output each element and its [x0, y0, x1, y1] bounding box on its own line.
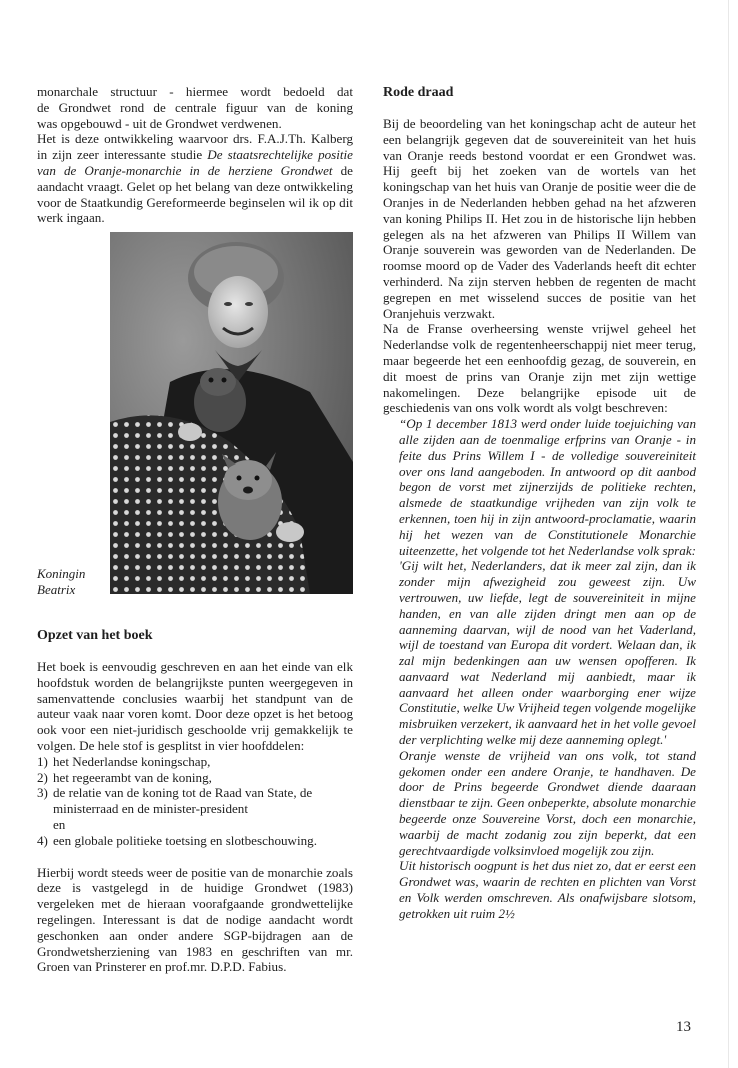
list-item: [37, 754, 353, 770]
left-column: [37, 84, 353, 226]
list-item: [37, 833, 353, 849]
franse-overheersing-paragraph: Na de Franse overheersing wenste vrijwel geheel het Nederlandse volk de regentenheerschappij niet meer terug, maar begeerde het een eenhoofdig gezag, de souverein, en dit moest de prins van Oranje zijn met zijn wettige nakomelingen. Deze belangrijke episode uit de geschiedenis van ons volk wordt als volgt beschreven:: [383, 321, 696, 416]
section-heading: Opzet van het boek: [37, 628, 153, 643]
list-number: 2): [37, 769, 48, 785]
intro-line: was opgebouwd - uit de Grondwet verdwenen.: [37, 115, 282, 131]
kalberg-text-b: de aandacht vraagt. Gelet op het belang van deze ontwikkeling voor de Staatkundig Gereformeerde beginselen wil ik op dit werk ingaan.: [37, 162, 353, 226]
rode-draad-paragraph: Bij de beoordeling van het koningschap acht de auteur het een belangrijk gegeven dat de souvereiniteit van het huis van Oranje reeds bestond voordat er een Grondwet was. Hij geeft bij het zoeken van de wortels van het koningschap van het huis van Oranje de positie weer die de Oranjes in de Nederlanden hebben gehad na het afzweren van koning Philips II. Het zou in de historische lijn hebben gelegen als na het afzweren van Philips II Willem van Oranje souverein was geworden van de Nederlanden. De roomse moord op de Vader des Vaderlands heeft dit echter verhinderd. Na zijn sterven hebben de regenten de macht gegrepen en met wisselend succes de positie van het Oranjehuis verzwakt.: [383, 116, 696, 321]
list-text: het regeerambt van de koning,: [53, 769, 212, 785]
kalberg-paragraph: [37, 131, 353, 226]
list-connector: en: [53, 816, 66, 832]
photo-caption: [37, 566, 107, 598]
list-item: [37, 785, 353, 817]
quote-paragraph: “Op 1 december 1813 werd onder luide toejuiching van alle zijden aan de toenmalige erfprins van Oranje - in feite dus Prins Willem I - de volledige souvereiniteit over ons land aangeboden. In antwoord op dit aanbod begon de vorst met zijnerzijds de politieke rechten, alsmede de staatkundige vrijheden van zijn volk te erkennen, toen hij in zijn antwoord-proclamatie, waarin hij het wezen van de Constitutionele Monarchie uiteenzette, het volgende tot het Nederlandse volk sprak: 'Gij wilt het, Nederlanders, dat ik meer zal zijn, dan ik zonder mijn afwezigheid zou geweest zijn. Uw vertrouwen, uw liefde, legt de souvereiniteit in mijne handen, en van alle zijden dringt men aan op de aanneming daarvan, wijl de nood van het Vaderland, wijl de toestand van Europa dit vordert. Welaan dan, ik zal mijn bedenkingen aan uw wensen opofferen. Ik aanvaard wat Nederland mij aanbiedt, maar ik aanvaard het alleen onder waarborging ener wijze Constitutie, welke Uw Vrijheid tegen volgende mogelijke misbruiken verzekert, ik aanvaard het in het volle gevoel der verplichting welke mij deze aanneming oplegt.': [399, 416, 696, 748]
list-text: het Nederlandse koningschap,: [53, 753, 211, 769]
list-text: een globale politieke toetsing en slotbeschouwing.: [53, 832, 317, 848]
list-item: [37, 770, 353, 786]
caption-line: Koningin: [37, 566, 86, 581]
hierbij-paragraph: Hierbij wordt steeds weer de positie van de monarchie zoals deze is vastgelegd in de huidige Grondwet (1983) vergeleken met de hieraan voorafgaande grondwettelijke regelingen. Interessant is dat de nodige aandacht wordt geschonken aan onder andere SGP-bijdragen aan de Grondwetsherziening van 1983 en geschriften van mr. Groen van Prinsterer en prof.mr. D.P.D. Fabius.: [37, 864, 353, 975]
quote-paragraph: Oranje wenste de vrijheid van ons volk, tot stand gekomen onder een andere Oranje, te handhaven. De door de Prins begeerde Grondwet diende daaraan dienstbaar te zijn. Geen onbeperkte, absolute monarchie begeerde onze Souvereine Vorst, doch een monarchie, waarbij de macht zodanig zou zijn beperkt, dat een gerechtvaardigde volksinvloed mogelijk zou zijn.: [399, 747, 696, 858]
opzet-paragraph: Het boek is eenvoudig geschreven en aan het einde van elk hoofdstuk worden de belangrijkste punten weergegeven in samenvattende conclusies waarbij het standpunt van de auteur vaak naar voren komt. Door deze opzet is het betoog ook voor een niet-juridisch geschoolde vrij gemakkelijk te volgen. De hele stof is gesplitst in vier hoofddelen:: [37, 659, 353, 753]
quote-paragraph: Uit historisch oogpunt is het dus niet zo, dat er eerst een Grondwet was, waarin de rechten en plichten van Vorst en Volk werden omschreven. Als onafwijsbare slotsom, getrokken uit ruim 2½: [399, 858, 696, 921]
page-number: 13: [676, 1019, 691, 1035]
quotation-block: [399, 416, 696, 922]
page-edge-divider: [728, 0, 729, 1068]
intro-line: de Grondwet rond de centrale figuur van de koning: [37, 99, 353, 115]
queen-photo: [110, 232, 353, 594]
list-text: de relatie van de koning tot de Raad van State, de ministerraad en de minister-president: [53, 785, 313, 817]
list-number: 1): [37, 753, 48, 769]
list-number: 4): [37, 832, 48, 848]
opzet-section: [37, 627, 353, 975]
right-column: [383, 84, 696, 922]
list-number: 3): [37, 785, 48, 801]
book-title: De staatsrechtelijke positie van de Oranje-monarchie in de herziene Grondwet: [37, 147, 353, 178]
main-parts-list: [37, 754, 353, 849]
intro-line: monarchale structuur - hiermee wordt bedoeld dat: [37, 84, 353, 99]
kalberg-text-a: Het is deze ontwikkeling waarvoor drs. F.A.J.Th. Kalberg in zijn zeer interessante studie: [37, 131, 353, 163]
section-heading: Rode draad: [383, 85, 454, 100]
caption-line: Beatrix: [37, 582, 76, 597]
